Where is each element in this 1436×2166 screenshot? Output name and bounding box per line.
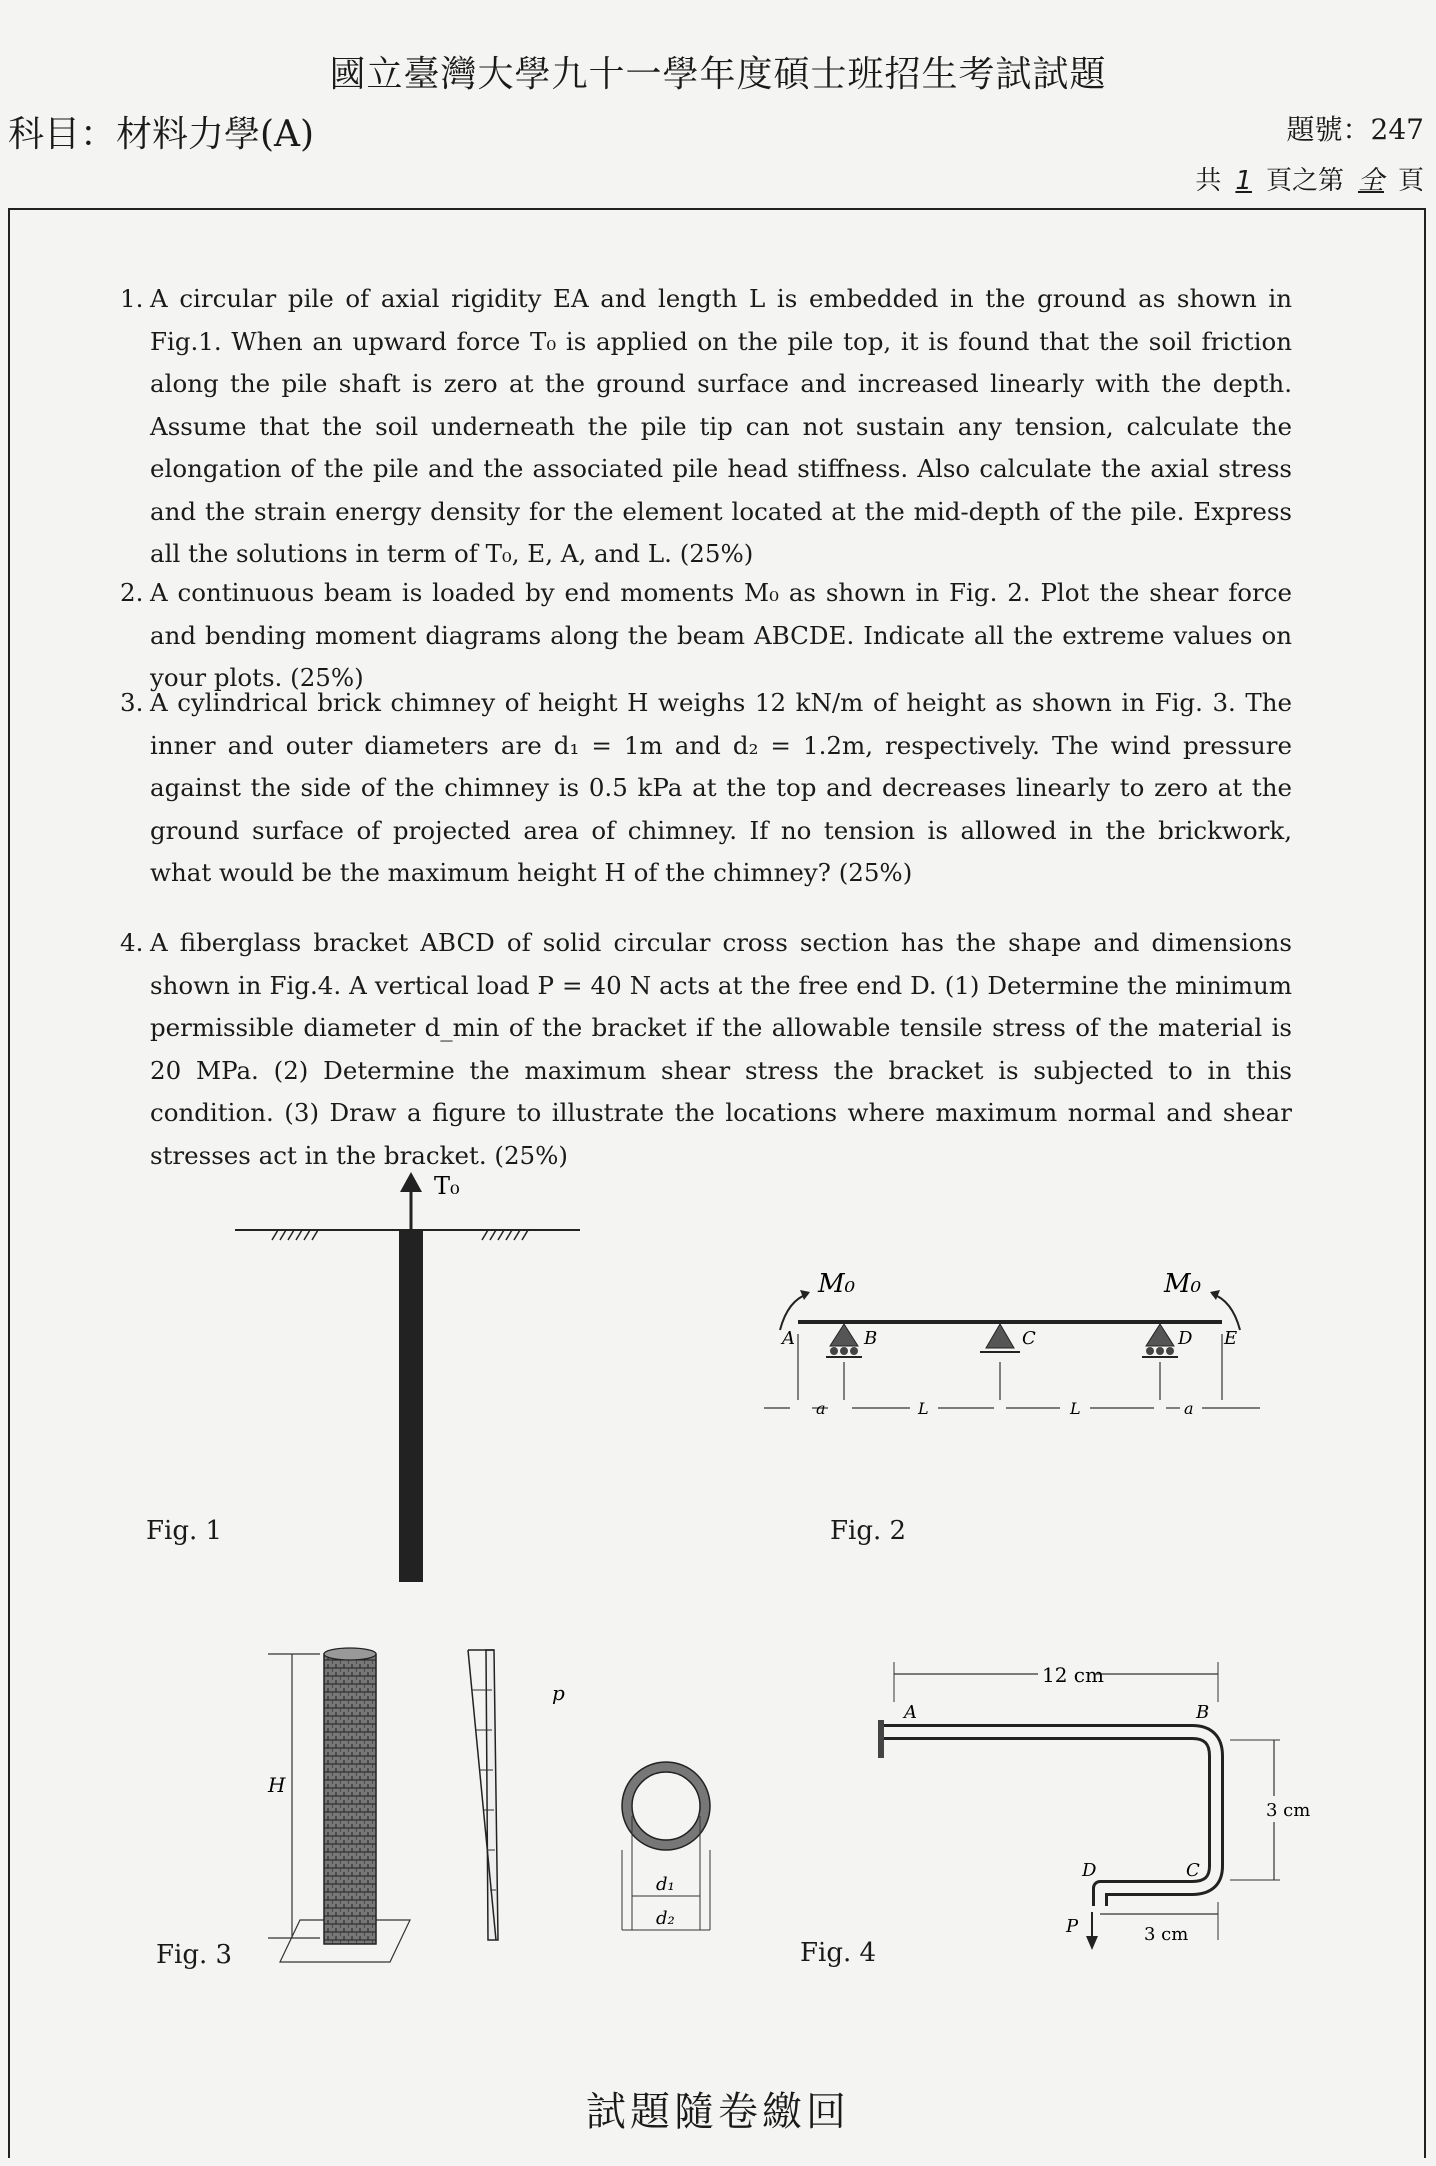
point-c: C — [1186, 1860, 1200, 1881]
point-e: E — [1224, 1328, 1238, 1349]
load-arrowhead-icon — [400, 1172, 422, 1192]
ground-hatch-right — [482, 1230, 528, 1240]
exam-title: 國立臺灣大學九十一學年度碩士班招生考試試題 — [329, 54, 1107, 95]
dim-right-label: 3 cm — [1266, 1800, 1311, 1821]
subject-label: 科目：材料力學(A) — [8, 114, 315, 155]
dim-l-1: L — [918, 1399, 929, 1418]
question-text: A continuous beam is loaded by end moments M₀ as shown in Fig. 2. Plot the shear force and bending moment diagrams along the beam ABCDE. Indicate all the extreme values on your plots. (25%) — [150, 578, 1292, 692]
page-info — [1195, 160, 1424, 197]
fig2-beam-diagram — [760, 1250, 1280, 1430]
fig4-label: Fig. 4 — [800, 1938, 877, 1968]
point-d: D — [1178, 1328, 1193, 1349]
dim-l-2: L — [1070, 1399, 1081, 1418]
load-label-p: P — [1066, 1916, 1079, 1937]
point-d: D — [1082, 1860, 1097, 1881]
ground-hatch-left — [272, 1230, 318, 1240]
question-2 — [120, 572, 1292, 700]
bracket-rod — [884, 1732, 1216, 1906]
support-c-icon — [980, 1324, 1020, 1352]
chimney-body — [324, 1654, 376, 1944]
fig4-bracket-diagram — [870, 1640, 1330, 1960]
moment-label-left: M₀ — [818, 1269, 856, 1299]
question-number: 3. — [120, 688, 144, 717]
fixed-support-icon — [878, 1720, 884, 1758]
dim-a-left: a — [816, 1399, 826, 1418]
fig2-label: Fig. 2 — [830, 1516, 907, 1546]
question-4 — [120, 922, 1292, 1177]
dim-a-right: a — [1184, 1399, 1194, 1418]
support-b-icon — [826, 1324, 862, 1357]
question-3 — [120, 682, 1292, 895]
footer-note: 試題隨卷繳回 — [586, 2089, 850, 2135]
question-1 — [120, 278, 1292, 576]
question-number: 1. — [120, 284, 144, 313]
page-current-value: 全 — [1357, 166, 1384, 196]
fig1-pile-diagram — [220, 1160, 600, 1590]
d1-label: d₁ — [656, 1874, 675, 1895]
support-d-icon — [1142, 1324, 1178, 1357]
question-text: A cylindrical brick chimney of height H weighs 12 kN/m of height as shown in Fig. 3. The inner and outer diameters are d₁ = 1m and d₂ = 1.2m, respectively. The wind pressure against the side of the chimney is 0.5 kPa at the top and decreases linearly to zero at the ground surface of projected area of chimney. If no tension is allowed in the brickwork, what would be the maximum height H of the chimney? (25%) — [150, 688, 1292, 887]
height-label: H — [268, 1773, 286, 1797]
question-number: 2. — [120, 578, 144, 607]
fig1-label: Fig. 1 — [146, 1516, 223, 1546]
page-end-label: 頁 — [1397, 166, 1424, 196]
question-code: 題號：247 — [1286, 113, 1424, 146]
question-text: A circular pile of axial rigidity EA and length L is embedded in the ground as shown in Fig.1. When an upward force T₀ is applied on the pile top, it is found that the soil friction along the pile shaft is zero at the ground surface and increased linearly with the depth. Assume that the soil underneath the pile tip can not sustain any tension, calculate the elongation of the pile and the associated pile head stiffness. Also calculate the axial stress and the strain energy density for the element located at the mid-depth of the pile. Express all the solutions in term of T₀, E, A, and L. (25%) — [150, 284, 1292, 568]
fig3-chimney-diagram — [260, 1640, 740, 2000]
question-text: A fiberglass bracket ABCD of solid circular cross section has the shape and dimensions shown in Fig.4. A vertical load P = 40 N acts at the free end D. (1) Determine the minimum permissible diameter d_min of the bracket if the allowable tensile stress of the material is 20 MPa. (2) Determine the maximum shear stress the bracket is subjected to in this condition. (3) Draw a figure to illustrate the locations where maximum normal and shear stresses act in the bracket. (25%) — [150, 928, 1292, 1170]
page-total-label: 共 — [1195, 166, 1222, 196]
point-a: A — [904, 1702, 917, 1723]
page-total-value: 1 — [1235, 166, 1252, 196]
d2-label: d₂ — [656, 1908, 675, 1929]
pressure-label: p — [552, 1681, 565, 1705]
dim-top-label: 12 cm — [1042, 1663, 1104, 1687]
question-number: 4. — [120, 928, 144, 957]
load-label-t0: T₀ — [434, 1172, 460, 1200]
point-a: A — [782, 1328, 795, 1349]
fig3-label: Fig. 3 — [156, 1940, 233, 1970]
load-arrowhead-icon — [1086, 1936, 1098, 1950]
pile — [399, 1230, 423, 1582]
point-c: C — [1022, 1328, 1036, 1349]
dim-bottom-label: 3 cm — [1144, 1924, 1189, 1945]
point-b: B — [1196, 1702, 1210, 1723]
page-mid-label: 頁之第 — [1265, 166, 1344, 196]
moment-label-right: M₀ — [1164, 1269, 1202, 1299]
section-inner — [632, 1772, 700, 1840]
point-b: B — [864, 1328, 878, 1349]
